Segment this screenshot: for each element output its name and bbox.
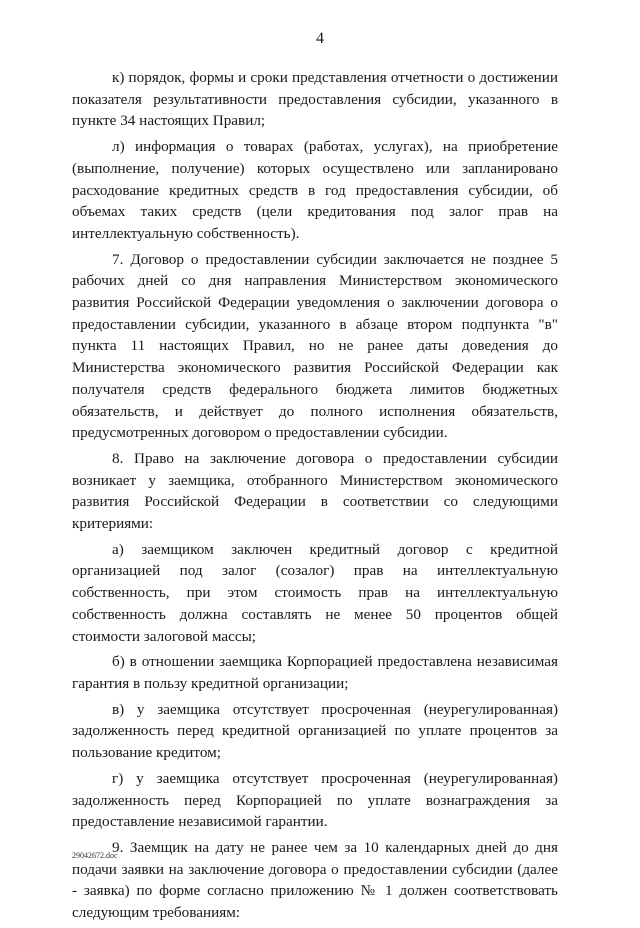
criterion-b: б) в отношении заемщика Корпорацией предоставлена независимая гарантия в пользу кредитной организации;	[72, 653, 558, 692]
paragraph-k-reporting: к) порядок, формы и сроки представления отчетности о достижении показателя результативности предоставления субсидии, указанного в пункте 34 настоящих Правил;	[72, 69, 558, 130]
paragraph-9-requirements: 9. Заемщик на дату не ранее чем за 10 календарных дней до дня подачи заявки на заключение договора о предоставлении субсидии (далее - заявка) по форме согласно приложению № 1 должен соответствовать следующим требованиям:	[72, 838, 558, 922]
criterion-v: в) у заемщика отсутствует просроченная (неурегулированная) задолженность перед кредитной организацией по уплате процентов за пользование кредитом;	[72, 700, 558, 762]
paragraph-8-right: 8. Право на заключение договора о предоставлении субсидии возникает у заемщика, отобранного Министерством экономического развития Российской Федерации в соответствии со следующими критериями:	[72, 449, 558, 533]
document-body	[72, 67, 558, 928]
page-number: 4	[316, 30, 324, 47]
footer-filename: 29042672.doc	[72, 851, 118, 860]
criterion-g: г) у заемщика отсутствует просроченная (неурегулированная) задолженность перед Корпорацией по уплате вознаграждения за предоставление независимой гарантии.	[72, 769, 558, 831]
criterion-a: а) заемщиком заключен кредитный договор с кредитной организацией под залог (созалог) прав на интеллектуальную собственность, при этом стоимость прав на интеллектуальную собственность должна составлять не менее 50 процентов общей стоимости залоговой массы;	[72, 540, 558, 645]
paragraph-7-contract: 7. Договор о предоставлении субсидии заключается не позднее 5 рабочих дней со дня направления Министерством экономического развития Российской Федерации уведомления о заключении договора о предоставлении субсидии, указанного в абзаце втором подпункта "в" пункта 11 настоящих Правил, но не ранее даты доведения до Министерства экономического развития Российской Федерации как получателя средств федерального бюджета лимитов бюджетных обязательств, и действует до полного исполнения обязательств, предусмотренных договором о предоставлении субсидии.	[72, 250, 558, 442]
paragraph-l-goods-info: л) информация о товарах (работах, услугах), на приобретение (выполнение, получение) которых осуществлено или запланировано расходование кредитных средств в год предоставления субсидии, об объемах таких средств (цели кредитования под залог прав на интеллектуальную собственность).	[72, 138, 558, 242]
